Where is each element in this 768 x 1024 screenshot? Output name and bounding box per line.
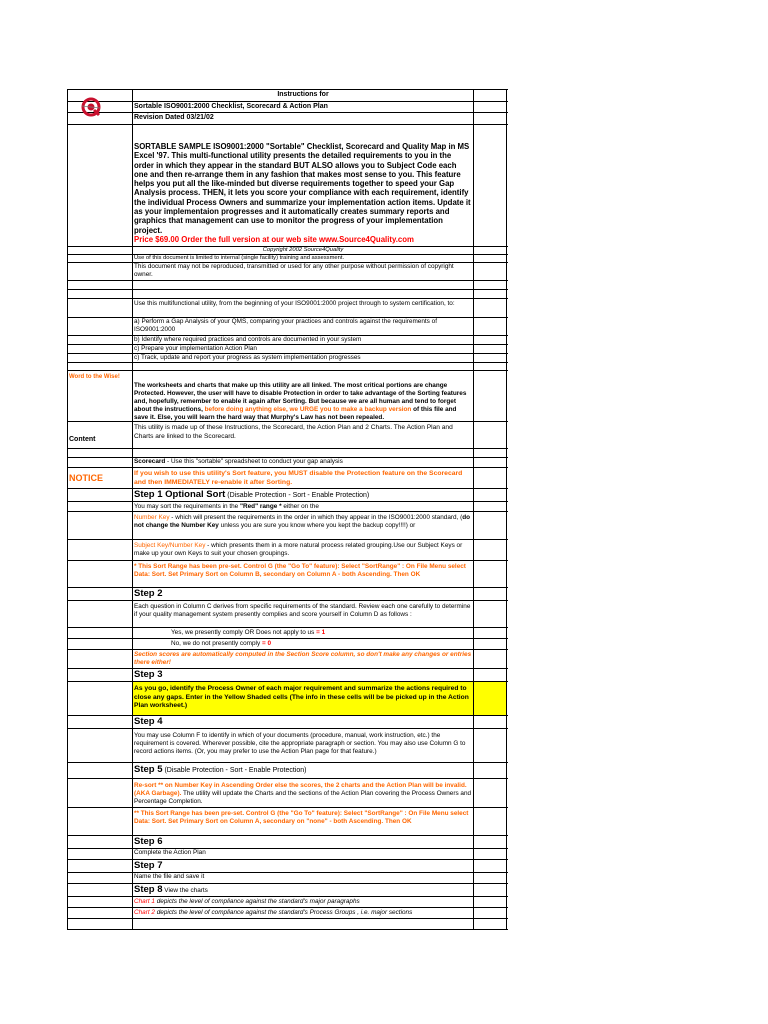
row-use-a [67,318,508,336]
company-logo [80,96,102,118]
row-use-limited [67,255,508,263]
notice-label: NOTICE [67,468,132,488]
use-c2-text: c) Track, update and report your progress as system implementation progresses [132,354,473,362]
row-step1 [67,489,508,502]
step1-heading: Step 1 Optional Sort (Disable Protection - Sort - Enable Protection) [132,489,473,501]
content-text: This utility is made up of these Instructions, the Scorecard, the Action Plan and 2 Charts. The Action Plan and Charts are linked to the Scorecard. [132,422,473,448]
number-key-text: Number Key - which will present the requirements in the order in which they appear in the ISO9001:2000 standard, (do not change the Number Key unless you are sure you know where you kept the backup copy!!!!) or [132,512,473,539]
row-notice [67,468,508,489]
row-subtitle [67,102,508,113]
step3-text: As you go, identify the Process Owner of each major requirement and summarize the actions required to close any gaps. Enter in the Yellow Shaded cells (The info in these cells will be be picked up in the Action Plan worksheet.) [132,682,473,715]
row-sort-range-2 [67,808,508,836]
sheet-title: Instructions for [132,90,473,101]
use-intro-text: Use this multifunctional utility, from the beginning of your ISO9001:2000 project through to system certification, to: [132,299,473,317]
revision-date: Revision Dated 03/21/02 [132,113,473,124]
yes-scoring: Yes, we presently comply OR Does not apply to us = 1 [132,628,473,638]
row-step2-text [67,601,508,628]
row-revision [67,113,508,125]
notice-text: If you wish to use this utility's Sort feature, you MUST disable the Protection feature on the Scorecard and then IMMEDIATELY re-enable it after Sorting. [132,468,473,488]
step2-text: Each question in Column C derives from specific requirements of the standard. Review each one carefully to determine if your quality management system presently complies and score yourself in Column D as follows : [132,601,473,627]
row-empty-4 [67,449,508,458]
yellow-shaded-cell [473,682,507,715]
backup-warning: before doing anything else, we URGE you to make a backup version [204,406,412,413]
row-scorecard [67,458,508,468]
row-empty-3 [67,363,508,371]
use-a-text: a) Perform a Gap Analysis of your QMS, comparing your practices and controls against the requirements of ISO9001:2000 [132,318,473,335]
price-line: Price $69.00 Order the full version at our web site www.Source4Quality.com [134,234,414,244]
row-yes [67,628,508,639]
subject-key-text: Subject Key/Number Key - which presents them in a more natural process related grouping.Use our Subject Keys or make up your own Keys to suit your chosen groupings. [132,540,473,560]
row-intro [67,125,508,247]
row-content [67,422,508,449]
row-sort-range-1 [67,561,508,588]
row-step8 [67,884,508,897]
row-step4 [67,716,508,729]
no-reproduce-text: This document may not be reproduced, transmitted or used for any other purpose without permission of copyright owner. [132,263,473,280]
step6-heading: Step 6 [132,836,473,848]
row-step3-text [67,682,508,716]
row-step4-text [67,729,508,763]
row-number-key [67,512,508,540]
row-step1-a [67,502,508,512]
use-limited-text: Use of this document is limited to internal (single facility) training and assessment. [132,255,473,262]
row-copyright [67,247,508,255]
step5-heading: Step 5 (Disable Protection - Sort - Enable Protection) [132,763,473,778]
instructions-sheet [67,89,508,930]
copyright-notice: Copyright 2002 Source4Quality [132,247,473,254]
row-title [67,89,508,102]
row-no-reproduce [67,263,508,281]
no-scoring: No, we do not presently comply = 0 [132,639,473,649]
sheet-subtitle: Sortable ISO9001:2000 Checklist, Scorecard & Action Plan [132,102,473,112]
row-step7 [67,860,508,873]
row-use-intro [67,299,508,318]
row-step6 [67,836,508,849]
row-step3 [67,669,508,682]
step7-text: Name the file and save it [132,873,473,883]
word-to-wise-label: Word to the Wise! [67,371,132,421]
step6-text: Complete the Action Plan [132,849,473,859]
row-resort [67,779,508,808]
row-chart2 [67,908,508,919]
step8-heading: Step 8 View the charts [132,884,473,896]
row-empty-5 [67,919,508,930]
step4-text: You may use Column F to identify in which of your documents (procedure, manual, work instruction, etc.) the requirement is covered. Wherever possible, cite the appropriate paragraph or section. You may also use Column G to record actions items. (Or, you may prefer to use the Action Plan page for that feature.) [132,729,473,762]
row-empty-1 [67,281,508,290]
row-step2 [67,588,508,601]
intro-paragraph: SORTABLE SAMPLE ISO9001:2000 "Sortable" Checklist, Scorecard and Quality Map in MS Excel '97. This multi-functional utility presents the detailed requirements to you in the order in which they appear in the standard BUT ALSO allows you to Subject Code each one and then re-arrange them in any fashion that makes most sense to you. This feature helps you put all the like-minded but diverse requirements together to speed your Gap Analysis process. THEN, it lets you score your compliance with each requirement, identify the individual Process Owners and summarize your implementation action items. Update it as your implementaion progresses and it automatically creates summary reports and graphics that management can use to monitor the progress of your implementation project. [134,142,471,235]
sort-range-1-text: * This Sort Range has been pre-set. Control G (the "Go To" feature): Select "SortRange" : On File Menu select Data: Sort. Set Primary Sort on Column B, secondary on Column A - both Ascending. Then OK [132,561,473,587]
step7-heading: Step 7 [132,860,473,872]
use-b-text: b) Identify where required practices and controls are documented in your system [132,336,473,344]
step3-heading: Step 3 [132,669,473,681]
sort-range-2-text: ** This Sort Range has been pre-set. Control G (the "Go To" feature): Select "SortRange" : On File Menu select Data: Sort. Set Primary Sort on Column A, secondary on "none" - both Ascending. Then OK [132,808,473,835]
row-empty-2 [67,290,508,299]
word-to-wise-text: The worksheets and charts that make up this utility are all linked. The most critical portions are change Protected. However, the user will have to disable Protection in order to take advantage of the Sorting features and, hopefully, remember to enable it again after Sorting. But because we are all human and tend to forget about the instructions, before doing anything else, we URGE you to make a backup version of this file and save it. Else, you will learn the hard way that Murphy's Law has not been repealed. [132,371,473,421]
row-step6-text [67,849,508,860]
row-use-b [67,336,508,345]
chart2-description: Chart 2 depicts the level of compliance against the standard's Process Groups , i.e. major sections [132,908,473,918]
row-no [67,639,508,650]
row-word-to-wise [67,371,508,422]
resort-text: Re-sort ** on Number Key in Ascending Order else the scores, the 2 charts and the Action Plan will be invalid. (AKA Garbage). The utility will update the Charts and the sections of the Action Plan covering the Process Owners and Percentage Completion. [132,779,473,807]
use-c1-text: c) Prepare your implementation Action Plan [132,345,473,353]
row-use-c1 [67,345,508,354]
section-scores-text: Section scores are automatically computed in the Section Score column, so don't make any changes or entries there either! [134,651,472,666]
chart1-description: Chart 1 depicts the level of compliance against the standard's major paragraphs [132,897,473,907]
step2-heading: Step 2 [132,588,473,600]
row-subject-key [67,540,508,561]
row-step5 [67,763,508,779]
step1-sort-text: You may sort the requirements in the "Red" range * either on the [132,502,473,511]
step4-heading: Step 4 [132,716,473,728]
row-chart1 [67,897,508,908]
content-label: Content [67,422,132,448]
scorecard-text: Scorecard - Use this "sortable" spreadsheet to conduct your gap analysis [132,458,473,467]
row-use-c2 [67,354,508,363]
row-section-scores [67,650,508,669]
row-step7-text [67,873,508,884]
